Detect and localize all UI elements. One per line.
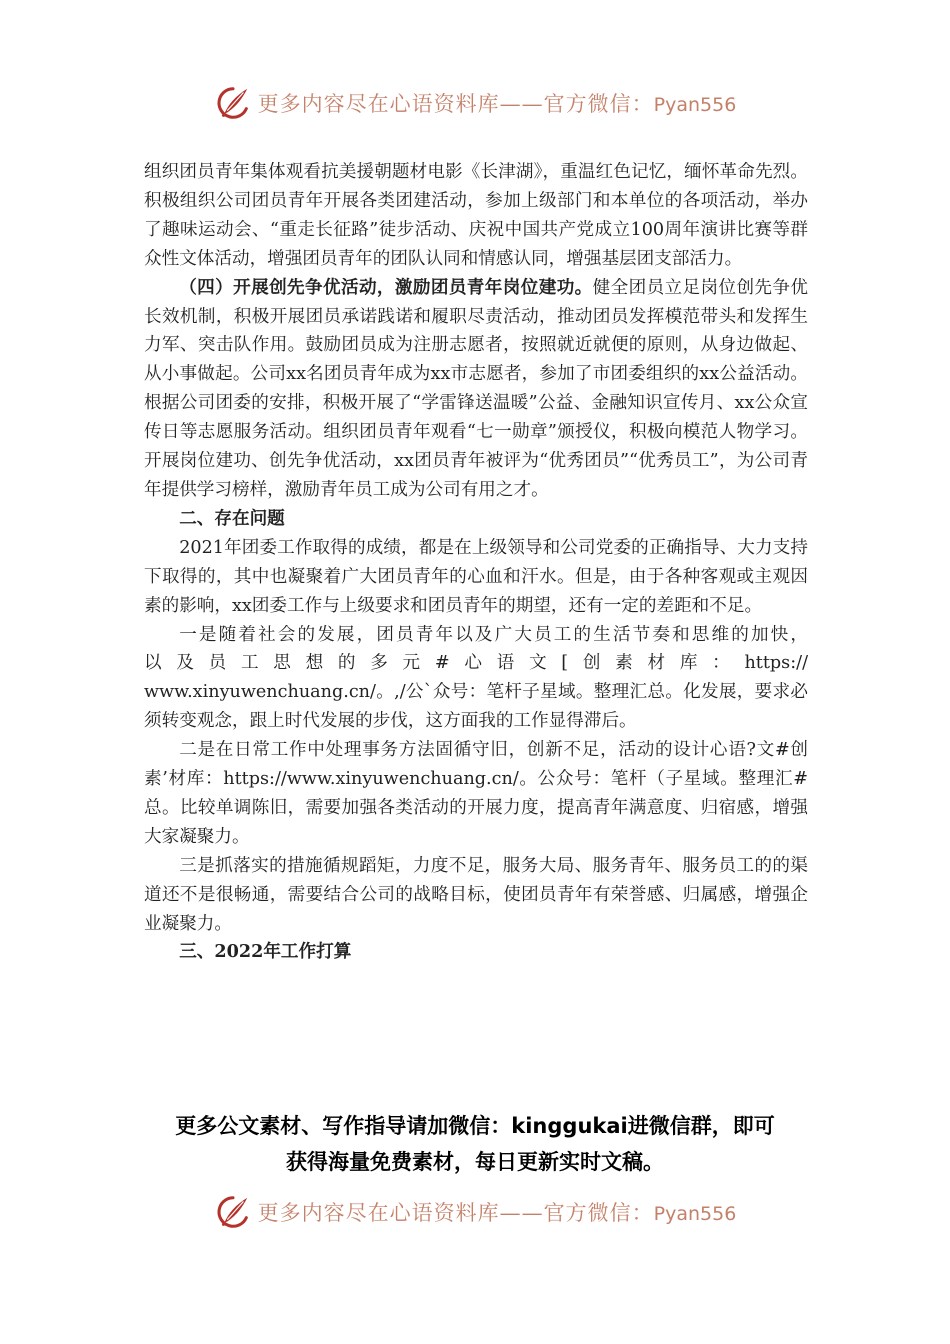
paragraph-4-line-1: 一是随着社会的发展，团员青年以及广大员工的生活节奏和思维的加快， [179, 624, 808, 645]
quill-logo-icon [214, 1193, 252, 1231]
heading-existing-problems: 二、存在问题 [179, 507, 285, 529]
document-body [144, 158, 808, 967]
paragraph-4-line-2: 以及员工思想的多元#心语文[创素材库：https:// [144, 653, 808, 674]
promo-block [0, 1108, 950, 1180]
banner-content [214, 84, 737, 122]
paragraph-5: 二是在日常工作中处理事务方法固循守旧，创新不足，活动的设计心语?文#创素’材库：https://www.xinyuwenchuang.cn/。公众号：笔杆（子星域。整理汇#总。比较单调陈旧，需要加强各类活动的开展力度，提高青年满意度、归宿感，增强大家凝聚力。 [144, 740, 808, 847]
footer-banner-content [214, 1193, 737, 1231]
paragraph-2 [144, 274, 808, 505]
promo-line-2: 获得海量免费素材，每日更新实时文稿。 [286, 1150, 664, 1174]
paragraph-4-rest: www.xinyuwenchuang.cn/。,/公`众号：笔杆子星域。整理汇总。化发展，要求必须转变观念，跟上时代发展的步伐，这方面我的工作显得滞后。 [144, 682, 808, 732]
paragraph-1: 组织团员青年集体观看抗美援朝题材电影《长津湖》，重温红色记忆，缅怀革命先烈。积极组织公司团员青年开展各类团建活动，参加上级部门和本单位的各项活动，举办了趣味运动会、“重走长征路”徒步活动、庆祝中国共产党成立100周年演讲比赛等群众性文体活动，增强团员青年的团队认同和情感认同，增强基层团支部活力。 [144, 162, 808, 269]
banner-text: 更多内容尽在心语资料库——官方微信： [257, 92, 654, 116]
section-4-title: （四）开展创先争优活动，激励团员青年岗位建功。 [179, 276, 593, 298]
quill-logo-icon [214, 84, 252, 122]
footer-banner [0, 1190, 950, 1234]
footer-banner-wechat-id: Pyan556 [653, 1203, 737, 1225]
paragraph-6: 三是抓落实的措施循规蹈矩，力度不足，服务大局、服务青年、服务员工的的渠道还不是很畅通，需要结合公司的战略目标，使团员青年有荣誉感、归属感，增强企业凝聚力。 [144, 855, 808, 934]
banner-wechat-id: Pyan556 [653, 94, 737, 116]
footer-banner-title [258, 1197, 737, 1227]
paragraph-2-text: 健全团员立足岗位创先争优长效机制，积极开展团员承诺践诺和履职尽责活动，推动团员发挥模范带头和发挥生力军、突击队作用。鼓励团员成为注册志愿者，按照就近就便的原则，从身边做起、从小事做起。公司xx名团员青年成为xx市志愿者，参加了市团委组织的xx公益活动。根据公司团委的安排，积极开展了“学雷锋送温暖”公益、金融知识宣传月、xx公众宣传日等志愿服务活动。组织团员青年观看“七一勋章”颁授仪，积极向模范人物学习。开展岗位建功、创先争优活动，xx团员青年被评为“优秀团员”“优秀员工”，为公司青年提供学习榜样，激励青年员工成为公司有用之才。 [144, 277, 808, 500]
heading-2022-plan: 三、2022年工作打算 [179, 941, 352, 963]
banner-title [258, 88, 737, 118]
paragraph-3: 2021年团委工作取得的成绩，都是在上级领导和公司党委的正确指导、大力支持下取得的，其中也凝聚着广大团员青年的心血和汗水。但是，由于各种客观或主观因素的影响，xx团委工作与上级要求和团员青年的期望，还有一定的差距和不足。 [144, 537, 808, 616]
footer-banner-text: 更多内容尽在心语资料库——官方微信： [257, 1201, 654, 1225]
header-banner [0, 81, 950, 125]
promo-line-1: 更多公文素材、写作指导请加微信：kinggukai进微信群，即可 [175, 1114, 775, 1138]
